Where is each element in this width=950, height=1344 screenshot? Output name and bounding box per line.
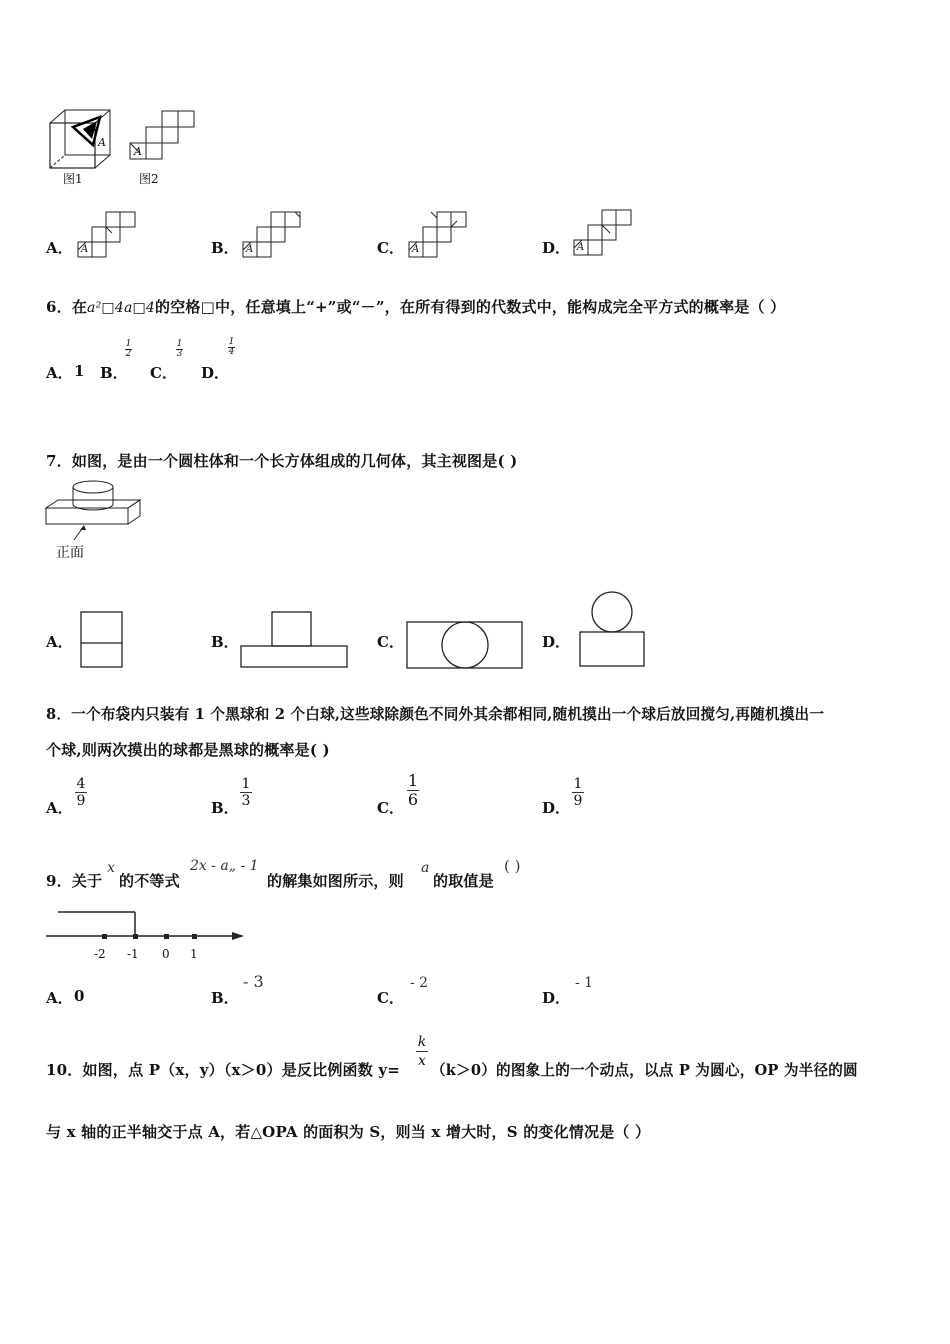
q9-tick-0: 0 <box>162 947 170 961</box>
q6-option-c-den: 3 <box>176 349 183 359</box>
q9-option-a-label[interactable]: A． <box>46 989 73 1007</box>
q9-option-d-value: - 1 <box>575 975 594 991</box>
q6-option-d-fraction <box>228 338 235 357</box>
q10-line2: 与 x 轴的正半轴交于点 A，若△OPA 的面积为 S，则当 x 增大时，S 的变化情况是（ ） <box>46 1123 651 1141</box>
q7-option-b-label[interactable]: B． <box>211 633 239 651</box>
q6-expression: a²□4a□4 <box>87 300 156 316</box>
q7-front-label: 正面 <box>56 545 84 561</box>
q10-part1: 10．如图，点 P（x，y）（x＞0）是反比例函数 y= <box>46 1061 401 1079</box>
q7-option-c-view[interactable] <box>406 620 526 672</box>
q6-number: 6． <box>46 298 72 316</box>
q5-option-b-letter: A <box>246 244 254 255</box>
q7-option-c-label[interactable]: C． <box>377 633 404 651</box>
q8-option-c-fraction <box>407 772 419 809</box>
q8-option-c-num: 1 <box>407 771 419 790</box>
net-label-a: A <box>134 145 142 158</box>
q10-fraction <box>416 1033 428 1070</box>
q6-option-d-label[interactable]: D． <box>201 364 230 382</box>
q5-option-a-label[interactable]: A． <box>46 239 73 257</box>
q5-option-c-label[interactable]: C． <box>377 239 404 257</box>
q6-option-a-value: 1 <box>74 362 85 380</box>
q8-option-a-label[interactable]: A． <box>46 799 73 817</box>
q9-option-c-value: - 2 <box>410 975 429 991</box>
q7-option-d-view[interactable] <box>578 590 648 670</box>
q8-option-b-num: 1 <box>241 776 251 792</box>
q7-stem: 7．如图，是由一个圆柱体和一个长方体组成的几何体，其主视图是( ) <box>46 452 518 470</box>
q5-option-d-letter: A <box>577 242 585 253</box>
q5-option-d-label[interactable]: D． <box>542 239 571 257</box>
q9-mid2: 的解集如图所示，则 <box>267 872 404 890</box>
q8-option-a-den: 9 <box>76 793 86 809</box>
q6-option-b-den: 2 <box>125 349 132 359</box>
q9-inequality: 2x - a„ - 1 <box>190 858 259 874</box>
q6-text-after: 的空格□中，任意填上“+”或“－”，在所有得到的代数式中，能构成完全平方式的概率是（ ） <box>155 298 786 316</box>
q9-option-a-value: 0 <box>74 987 85 1005</box>
q8-option-a-num: 4 <box>76 776 86 792</box>
q6-option-c-fraction <box>176 340 183 359</box>
q9-option-d-label[interactable]: D． <box>542 989 571 1007</box>
q9-tick-1: 1 <box>190 947 198 961</box>
q6-option-a-label[interactable]: A． <box>46 364 73 382</box>
q9-prefix: 9．关于 <box>46 872 103 890</box>
q8-option-d-num: 1 <box>573 776 583 792</box>
q8-option-d-den: 9 <box>573 793 583 809</box>
q7-option-b-view[interactable] <box>240 610 350 670</box>
figure-2-caption: 图2 <box>139 172 159 186</box>
q8-option-d-label[interactable]: D． <box>542 799 571 817</box>
q7-option-a-view[interactable] <box>80 610 124 670</box>
q9-option-b-value: - 3 <box>243 972 264 991</box>
q9-option-c-label[interactable]: C． <box>377 989 404 1007</box>
q7-option-d-label[interactable]: D． <box>542 633 571 651</box>
q10-part2: （k＞0）的图象上的一个动点，以点 P 为圆心，OP 为半径的圆 <box>431 1062 858 1079</box>
q6-option-c-label[interactable]: C． <box>150 364 177 382</box>
q6-option-c-num: 1 <box>176 339 183 349</box>
q6-option-b-fraction <box>125 340 132 359</box>
q8-stem-line1: 8．一个布袋内只装有 1 个黑球和 2 个白球,这些球除颜色不同外其余都相同,随机摸出一个球后放回搅匀,再随机摸出一 <box>46 706 825 723</box>
q8-option-b-fraction <box>240 776 252 809</box>
cube-label-a: A <box>98 136 106 149</box>
q5-option-a-letter: A <box>81 244 89 255</box>
q6-option-b-label[interactable]: B． <box>100 364 128 382</box>
q8-option-b-den: 3 <box>241 793 251 809</box>
q5-option-c-letter: A <box>412 244 420 255</box>
q8-option-c-label[interactable]: C． <box>377 799 404 817</box>
q9-var-x: x <box>107 860 115 876</box>
q9-option-b-label[interactable]: B． <box>211 989 239 1007</box>
q6-option-d-den: 4 <box>228 347 235 357</box>
q6-option-d-num: 1 <box>228 337 235 347</box>
q9-answer-paren: ( ) <box>504 857 521 875</box>
figure-1-caption: 图1 <box>63 172 83 186</box>
q9-mid1: 的不等式 <box>119 872 180 890</box>
q9-tick-minus2: -2 <box>94 947 106 961</box>
q5-option-b-label[interactable]: B． <box>211 239 239 257</box>
q6-text-before: 在 <box>71 298 88 316</box>
q9-tick-minus1: -1 <box>127 947 139 961</box>
q8-option-c-den: 6 <box>407 790 419 809</box>
q8-option-b-label[interactable]: B． <box>211 799 239 817</box>
q8-option-d-fraction <box>572 776 584 809</box>
q6-stem <box>46 296 785 317</box>
q9-mid3: 的取值是 <box>433 872 494 890</box>
q10-frac-num: k <box>417 1034 427 1050</box>
q7-option-a-label[interactable]: A． <box>46 633 73 651</box>
q9-var-a: a <box>421 860 430 876</box>
q9-number-line <box>44 908 254 948</box>
q8-stem-line2: 个球,则两次摸出的球都是黑球的概率是( ) <box>46 741 330 759</box>
q8-option-a-fraction <box>75 776 87 809</box>
q6-option-b-num: 1 <box>125 339 132 349</box>
q10-frac-den: x <box>418 1053 426 1069</box>
